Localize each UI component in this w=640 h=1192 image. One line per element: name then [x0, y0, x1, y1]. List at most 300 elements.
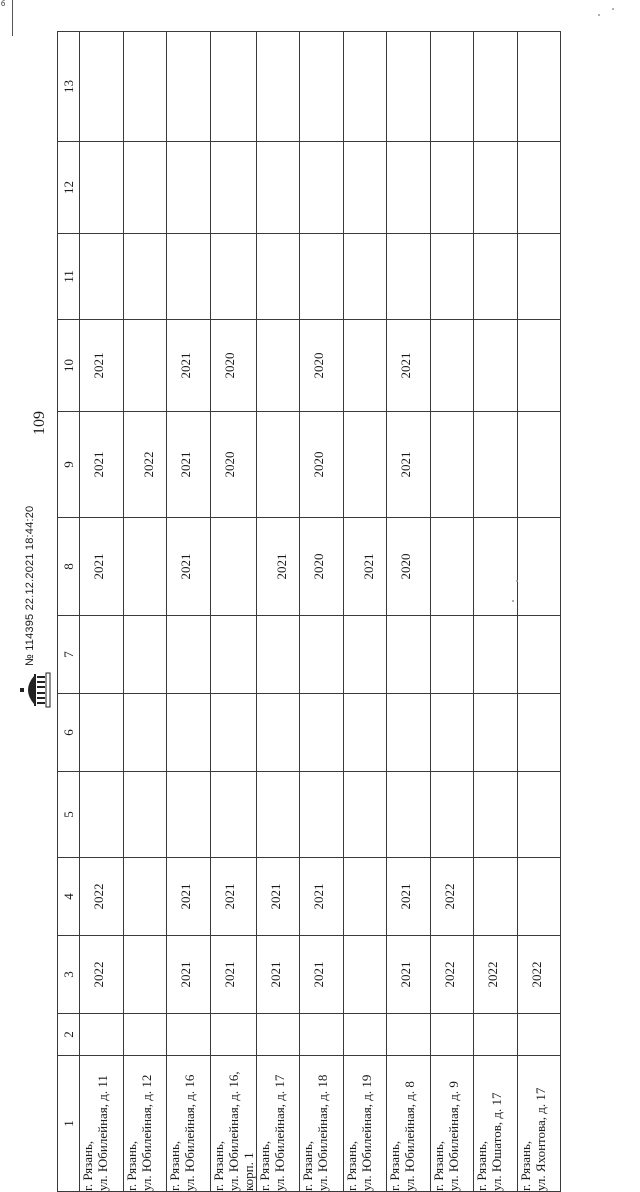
value-cell-col-5	[430, 772, 474, 858]
value-cell-col-12	[430, 142, 474, 234]
year-value: 2022	[441, 961, 457, 988]
year-value	[124, 858, 135, 935]
table-row	[167, 32, 211, 1192]
address-cell	[80, 1056, 124, 1192]
year-value	[211, 616, 222, 693]
value-cell-col-12	[343, 142, 387, 234]
year-value	[387, 616, 398, 693]
value-cell-col-12	[474, 142, 518, 234]
year-value	[300, 616, 311, 693]
year-value	[257, 1014, 268, 1055]
value-cell-col-11	[474, 234, 518, 320]
year-value	[518, 320, 529, 411]
value-cell-col-9	[387, 412, 431, 518]
table-body	[80, 32, 561, 1192]
value-cell-col-8	[300, 518, 344, 616]
value-cell-col-12	[80, 142, 124, 234]
address-cell	[517, 1056, 561, 1192]
value-cell-col-2	[300, 1014, 344, 1056]
year-value	[518, 772, 529, 857]
year-value	[518, 1014, 529, 1055]
year-value	[344, 32, 355, 141]
value-cell-col-10	[387, 320, 431, 412]
value-cell-col-10	[300, 320, 344, 412]
year-value: 2021	[398, 451, 413, 478]
year-value	[387, 142, 398, 233]
year-value	[300, 694, 311, 771]
table-row	[300, 32, 344, 1192]
column-header-6: 6	[58, 694, 80, 772]
value-cell-col-7	[430, 616, 474, 694]
value-cell-col-4	[387, 858, 431, 936]
year-value	[431, 142, 442, 233]
address-cell	[256, 1056, 300, 1192]
table-row	[123, 32, 167, 1192]
address-line: ул. Юбилейная, д. 19	[358, 1074, 374, 1191]
year-value	[344, 936, 355, 1013]
year-value	[124, 772, 135, 857]
year-value: 2021	[398, 961, 413, 988]
table-row	[517, 32, 561, 1192]
value-cell-col-8	[80, 518, 124, 616]
address-line: ул. Юбилейная, д. 18	[315, 1074, 330, 1191]
address-line: г. Рязань,	[474, 1140, 489, 1191]
value-cell-col-2	[474, 1014, 518, 1056]
year-value	[474, 694, 485, 771]
year-value	[431, 616, 442, 693]
year-value	[387, 32, 398, 141]
value-cell-col-5	[167, 772, 211, 858]
year-value: 2021	[398, 352, 413, 379]
year-value: 2020	[221, 451, 237, 478]
value-cell-col-3	[517, 936, 561, 1014]
year-value	[474, 1014, 485, 1055]
value-cell-col-4	[343, 858, 387, 936]
year-value	[80, 772, 91, 857]
value-cell-col-4	[123, 858, 167, 936]
value-cell-col-4	[430, 858, 474, 936]
table-row	[80, 32, 124, 1192]
year-value: 2022	[485, 961, 500, 988]
value-cell-col-6	[517, 694, 561, 772]
year-value	[387, 234, 398, 319]
year-value	[80, 1014, 91, 1055]
year-value	[518, 32, 529, 141]
scan-speck	[612, 8, 614, 10]
year-value	[257, 32, 268, 141]
value-cell-col-8	[167, 518, 211, 616]
address-line: ул. Яхонтова, д. 17	[532, 1087, 548, 1191]
value-cell-col-8	[123, 518, 167, 616]
value-cell-col-8	[256, 518, 300, 616]
value-cell-col-2	[80, 1014, 124, 1056]
year-value	[167, 32, 178, 141]
value-cell-col-5	[517, 772, 561, 858]
year-value	[387, 1014, 398, 1055]
address-cell	[123, 1056, 167, 1192]
table-row	[387, 32, 431, 1192]
value-cell-col-9	[167, 412, 211, 518]
year-value	[518, 142, 529, 233]
year-value	[431, 772, 442, 857]
year-value: 2021	[267, 883, 283, 910]
value-cell-col-3	[343, 936, 387, 1014]
scan-speck	[512, 600, 514, 602]
value-cell-col-3	[387, 936, 431, 1014]
value-cell-col-11	[256, 234, 300, 320]
address-line: ул. Юбилейная, д. 16	[182, 1074, 197, 1191]
value-cell-col-4	[517, 858, 561, 936]
value-cell-col-9	[300, 412, 344, 518]
value-cell-col-13	[80, 32, 124, 142]
address-line: г. Рязань,	[167, 1140, 182, 1191]
address-line: г. Рязань,	[387, 1140, 402, 1191]
value-cell-col-7	[256, 616, 300, 694]
value-cell-col-3	[474, 936, 518, 1014]
value-cell-col-13	[517, 32, 561, 142]
value-cell-col-13	[300, 32, 344, 142]
rotated-table-wrapper	[57, 31, 561, 1192]
year-value	[344, 858, 355, 935]
value-cell-col-10	[343, 320, 387, 412]
value-cell-col-11	[517, 234, 561, 320]
address-line: ул. Юбилейная, д. 17	[271, 1074, 287, 1191]
value-cell-col-3	[210, 936, 256, 1014]
value-cell-col-6	[80, 694, 124, 772]
year-value	[344, 616, 355, 693]
year-value	[257, 234, 268, 319]
year-value	[80, 142, 91, 233]
value-cell-col-12	[123, 142, 167, 234]
value-cell-col-5	[387, 772, 431, 858]
year-value: 2021	[273, 553, 289, 580]
value-cell-col-2	[430, 1014, 474, 1056]
year-value: 2020	[221, 352, 237, 379]
value-cell-col-9	[343, 412, 387, 518]
year-value	[257, 412, 268, 517]
year-value	[474, 142, 485, 233]
value-cell-col-12	[210, 142, 256, 234]
value-cell-col-6	[387, 694, 431, 772]
value-cell-col-6	[167, 694, 211, 772]
value-cell-col-10	[123, 320, 167, 412]
year-value	[300, 772, 311, 857]
year-value	[344, 694, 355, 771]
address-line: ул. Юбилейная, д. 11	[95, 1075, 110, 1191]
value-cell-col-9	[430, 412, 474, 518]
year-value	[344, 1014, 355, 1055]
table-row	[474, 32, 518, 1192]
year-value: 2022	[91, 961, 106, 988]
value-cell-col-6	[430, 694, 474, 772]
year-value: 2021	[398, 883, 413, 910]
scan-speck	[516, 580, 518, 582]
value-cell-col-13	[387, 32, 431, 142]
stamp-text: № 114395 22.12.2021 18:44:20	[24, 505, 36, 666]
value-cell-col-13	[474, 32, 518, 142]
column-header-7: 7	[58, 616, 80, 694]
year-value	[518, 858, 529, 935]
value-cell-col-2	[387, 1014, 431, 1056]
year-value	[80, 32, 91, 141]
year-value	[211, 32, 222, 141]
year-value	[474, 772, 485, 857]
value-cell-col-12	[167, 142, 211, 234]
year-value: 2020	[398, 553, 413, 580]
value-cell-col-10	[256, 320, 300, 412]
year-value	[167, 616, 178, 693]
address-line: г. Рязань,	[80, 1140, 95, 1191]
value-cell-col-11	[300, 234, 344, 320]
year-value	[124, 694, 135, 771]
address-line: ул. Юшатов, д. 17	[489, 1092, 504, 1191]
year-value: 2021	[91, 352, 106, 379]
column-header-5: 5	[58, 772, 80, 858]
year-value	[387, 772, 398, 857]
address-cell	[300, 1056, 344, 1192]
year-value	[167, 694, 178, 771]
year-value	[300, 1014, 311, 1055]
year-value: 2021	[178, 883, 193, 910]
year-value	[257, 694, 268, 771]
value-cell-col-8	[210, 518, 256, 616]
value-cell-col-4	[474, 858, 518, 936]
year-value	[211, 1014, 222, 1055]
value-cell-col-2	[210, 1014, 256, 1056]
value-cell-col-11	[167, 234, 211, 320]
year-value: 2021	[91, 451, 106, 478]
value-cell-col-3	[300, 936, 344, 1014]
value-cell-col-6	[343, 694, 387, 772]
value-cell-col-12	[256, 142, 300, 234]
year-value: 2021	[91, 553, 106, 580]
value-cell-col-2	[517, 1014, 561, 1056]
value-cell-col-5	[343, 772, 387, 858]
corner-mark	[0, 0, 13, 36]
year-value	[344, 412, 355, 517]
address-line: г. Рязань,	[300, 1140, 315, 1191]
year-value	[474, 858, 485, 935]
value-cell-col-10	[80, 320, 124, 412]
value-cell-col-8	[430, 518, 474, 616]
year-value	[257, 772, 268, 857]
value-cell-col-7	[387, 616, 431, 694]
address-cell	[210, 1056, 256, 1192]
corner-mark-text: б	[1, 1, 6, 8]
registry-table	[57, 31, 561, 1192]
year-value: 2022	[140, 451, 156, 478]
value-cell-col-7	[517, 616, 561, 694]
value-cell-col-4	[167, 858, 211, 936]
footer-stamp	[18, 505, 58, 712]
year-value	[124, 32, 135, 141]
address-line: г. Рязань,	[343, 1140, 359, 1191]
value-cell-col-12	[387, 142, 431, 234]
year-value	[431, 518, 442, 615]
value-cell-col-8	[474, 518, 518, 616]
value-cell-col-10	[474, 320, 518, 412]
year-value	[387, 694, 398, 771]
value-cell-col-13	[210, 32, 256, 142]
year-value: 2021	[360, 553, 376, 580]
value-cell-col-4	[210, 858, 256, 936]
column-header-11: 11	[58, 234, 80, 320]
year-value	[257, 616, 268, 693]
year-value	[474, 412, 485, 517]
column-header-2: 2	[58, 1014, 80, 1056]
value-cell-col-2	[256, 1014, 300, 1056]
value-cell-col-6	[256, 694, 300, 772]
value-cell-col-7	[123, 616, 167, 694]
year-value	[518, 518, 529, 615]
scan-speck	[598, 14, 600, 16]
year-value	[518, 234, 529, 319]
value-cell-col-3	[123, 936, 167, 1014]
value-cell-col-2	[167, 1014, 211, 1056]
year-value	[431, 694, 442, 771]
value-cell-col-13	[256, 32, 300, 142]
year-value	[211, 142, 222, 233]
value-cell-col-8	[517, 518, 561, 616]
value-cell-col-2	[343, 1014, 387, 1056]
value-cell-col-10	[517, 320, 561, 412]
year-value: 2021	[267, 961, 283, 988]
address-line: г. Рязань,	[430, 1140, 446, 1191]
year-value	[124, 1014, 135, 1055]
table-row	[210, 32, 256, 1192]
year-value	[124, 518, 135, 615]
value-cell-col-7	[343, 616, 387, 694]
year-value	[431, 32, 442, 141]
address-line: ул. Юбилейная, д. 8	[402, 1081, 417, 1191]
year-value	[344, 772, 355, 857]
header-row	[58, 32, 80, 1192]
value-cell-col-6	[474, 694, 518, 772]
year-value: 2020	[311, 553, 326, 580]
year-value	[474, 32, 485, 141]
year-value: 2021	[221, 883, 237, 910]
year-value: 2021	[178, 961, 193, 988]
year-value	[211, 234, 222, 319]
year-value: 2020	[311, 352, 326, 379]
value-cell-col-8	[343, 518, 387, 616]
year-value	[211, 694, 222, 771]
value-cell-col-5	[123, 772, 167, 858]
table-row	[430, 32, 474, 1192]
value-cell-col-12	[300, 142, 344, 234]
value-cell-col-9	[256, 412, 300, 518]
year-value	[344, 142, 355, 233]
address-line: ул. Юбилейная, д. 12	[138, 1074, 154, 1191]
column-header-12: 12	[58, 142, 80, 234]
year-value	[124, 234, 135, 319]
year-value	[431, 1014, 442, 1055]
value-cell-col-3	[430, 936, 474, 1014]
value-cell-col-9	[474, 412, 518, 518]
table-row	[343, 32, 387, 1192]
year-value: 2021	[311, 961, 326, 988]
address-cell	[430, 1056, 474, 1192]
address-cell	[387, 1056, 431, 1192]
year-value	[124, 936, 135, 1013]
address-cell	[474, 1056, 518, 1192]
year-value	[474, 616, 485, 693]
value-cell-col-4	[300, 858, 344, 936]
address-line: г. Рязань,	[517, 1140, 533, 1191]
year-value	[474, 234, 485, 319]
year-value	[211, 772, 222, 857]
year-value	[518, 412, 529, 517]
registry-building-icon	[20, 672, 52, 708]
address-cell	[343, 1056, 387, 1192]
address-line: корп. 1	[240, 1152, 256, 1191]
year-value	[80, 616, 91, 693]
year-value: 2022	[441, 883, 457, 910]
year-value	[257, 320, 268, 411]
value-cell-col-13	[123, 32, 167, 142]
year-value	[124, 616, 135, 693]
value-cell-col-3	[80, 936, 124, 1014]
year-value: 2020	[311, 451, 326, 478]
value-cell-col-6	[210, 694, 256, 772]
value-cell-col-3	[256, 936, 300, 1014]
value-cell-col-11	[210, 234, 256, 320]
year-value	[167, 1014, 178, 1055]
address-line: ул. Юбилейная, д. 16,	[225, 1071, 241, 1191]
year-value: 2021	[178, 451, 193, 478]
value-cell-col-4	[80, 858, 124, 936]
address-cell	[167, 1056, 211, 1192]
table-row	[256, 32, 300, 1192]
value-cell-col-11	[123, 234, 167, 320]
value-cell-col-7	[300, 616, 344, 694]
value-cell-col-11	[80, 234, 124, 320]
year-value	[124, 320, 135, 411]
column-header-3: 3	[58, 936, 80, 1014]
address-line: ул. Юбилейная, д. 9	[445, 1081, 461, 1191]
year-value: 2021	[178, 553, 193, 580]
value-cell-col-5	[210, 772, 256, 858]
year-value	[431, 234, 442, 319]
value-cell-col-13	[430, 32, 474, 142]
year-value	[124, 142, 135, 233]
value-cell-col-11	[387, 234, 431, 320]
column-header-8: 8	[58, 518, 80, 616]
year-value	[300, 32, 311, 141]
year-value	[80, 234, 91, 319]
year-value: 2022	[528, 961, 544, 988]
value-cell-col-9	[517, 412, 561, 518]
year-value: 2021	[221, 961, 237, 988]
year-value	[518, 616, 529, 693]
address-line: г. Рязань,	[123, 1140, 139, 1191]
column-header-10: 10	[58, 320, 80, 412]
value-cell-col-10	[210, 320, 256, 412]
value-cell-col-12	[517, 142, 561, 234]
value-cell-col-9	[123, 412, 167, 518]
column-header-4: 4	[58, 858, 80, 936]
year-value	[167, 142, 178, 233]
year-value	[344, 320, 355, 411]
page-number: 109	[31, 411, 48, 435]
year-value	[211, 518, 222, 615]
year-value	[167, 234, 178, 319]
column-header-9: 9	[58, 412, 80, 518]
value-cell-col-7	[474, 616, 518, 694]
year-value: 2022	[91, 883, 106, 910]
year-value	[431, 320, 442, 411]
value-cell-col-11	[430, 234, 474, 320]
